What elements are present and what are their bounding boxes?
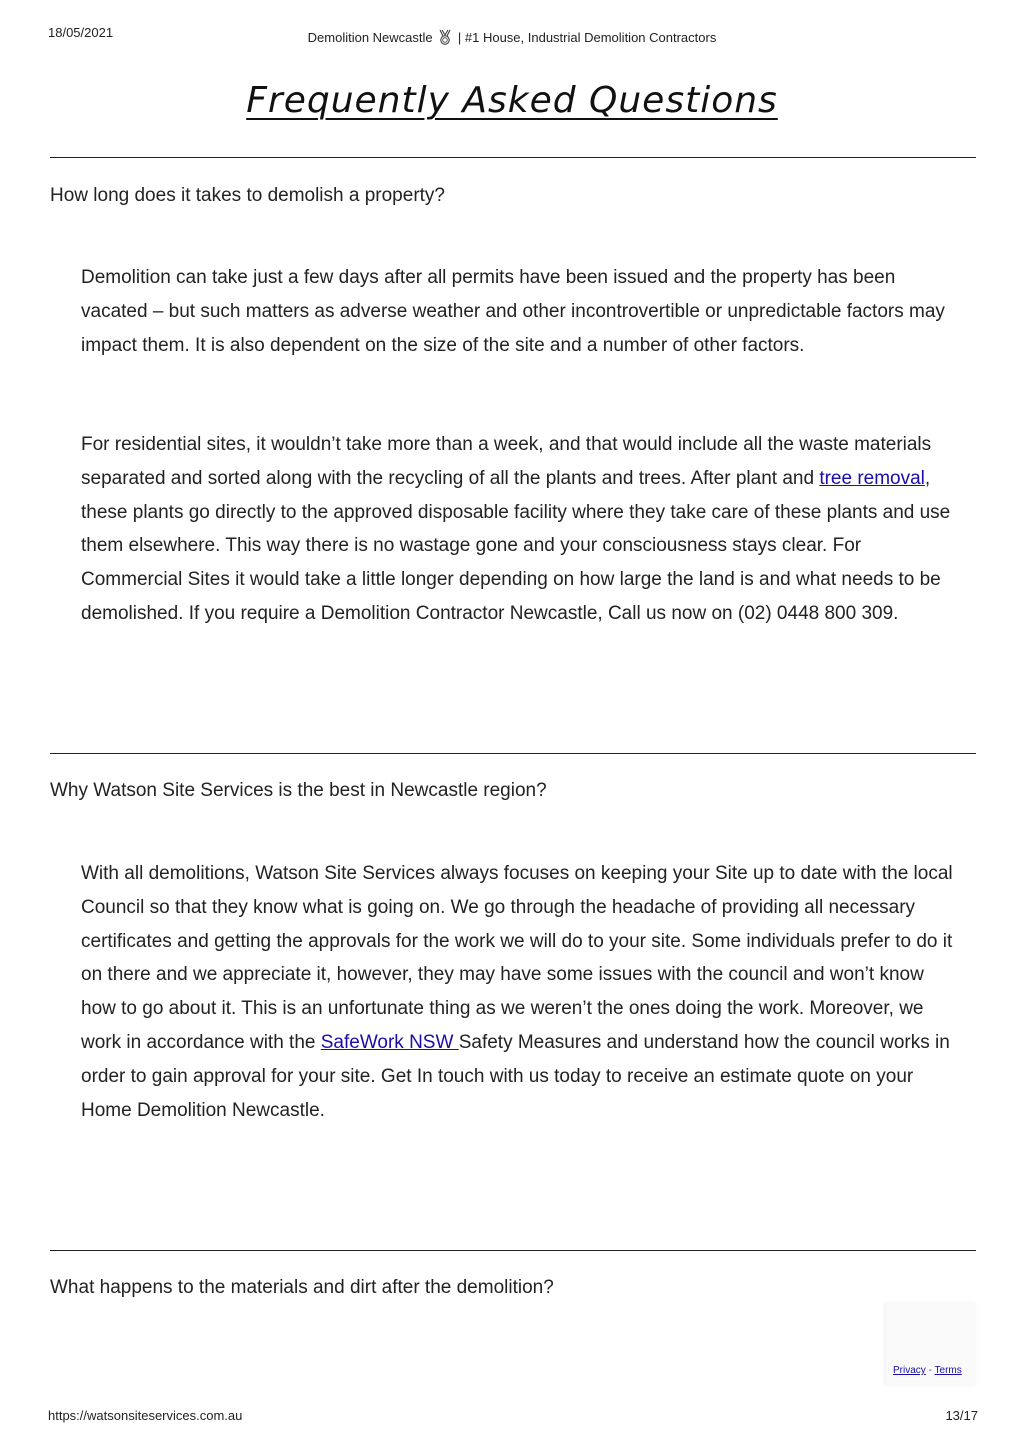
faq-answer-1-paragraph-2 [81, 428, 961, 631]
divider [50, 753, 976, 754]
paragraph-text: For residential sites, it wouldn’t take more than a week, and that would include all the waste materials separated and sorted along with the recycling of all the plants and trees. After plant and [81, 434, 932, 489]
page-title-prefix: Demolition Newcastle [307, 30, 433, 45]
print-page-title [0, 29, 1024, 48]
divider [50, 157, 976, 158]
faq-answer-1-paragraph-1: Demolition can take just a few days after all permits have been issued and the property has been vacated – but such matters as adverse weather and other incontrovertible or unpredictable factors may impact them. It is also dependent on the size of the site and a number of other factors. [81, 267, 945, 356]
print-url: https://watsonsiteservices.com.au [48, 1408, 243, 1423]
link-separator: - [925, 1365, 935, 1376]
tree-removal-link[interactable]: tree removal [819, 467, 925, 489]
safework-nsw-link[interactable]: SafeWork NSW [320, 1031, 459, 1053]
paragraph-text: Safety Measures and understand how the council works in order to gain approval for your site. Get In touch with us today to receive an estimate quote on your Home Demolition Newcastle. [81, 1031, 950, 1121]
divider [50, 1250, 976, 1251]
paragraph-text: With all demolitions, Watson Site Services always focuses on keeping your Site up to date with the local Council so that they know what is going on. We go through the headache of providing all necessary certificates and getting the approvals for the work we will do to your site. Some individuals prefer to do it on there and we appreciate it, however, they may have some issues with the council and won’t know how to go about it. This is an unfortunate thing as we weren’t the ones doing the work. Moreover, we work in accordance with the [81, 863, 953, 1053]
recaptcha-links [893, 1365, 962, 1376]
faq-question-1[interactable]: How long does it takes to demolish a property? [50, 185, 445, 206]
faq-answer-2-paragraph-1 [81, 857, 961, 1127]
page-title-suffix: | #1 House, Industrial Demolition Contractors [457, 30, 717, 45]
medal-icon [438, 29, 452, 48]
faq-question-3[interactable]: What happens to the materials and dirt after the demolition? [50, 1277, 554, 1298]
paragraph-text: , these plants go directly to the approved disposable facility where they take care of these plants and use them elsewhere. This way there is no wastage gone and your consciousness stays clear. For Commercial Sites it would take a little longer depending on how large the land is and what needs to be demolished. If you require a Demolition Contractor Newcastle, Call us now on (02) 0448 800 309. [81, 467, 951, 624]
terms-link[interactable]: Terms [934, 1365, 962, 1376]
faq-question-2[interactable]: Why Watson Site Services is the best in Newcastle region? [50, 780, 547, 801]
privacy-link[interactable]: Privacy [893, 1365, 926, 1376]
faq-heading: Frequently Asked Questions [246, 80, 778, 121]
print-date: 18/05/2021 [48, 25, 114, 40]
page-number: 13/17 [945, 1408, 978, 1423]
